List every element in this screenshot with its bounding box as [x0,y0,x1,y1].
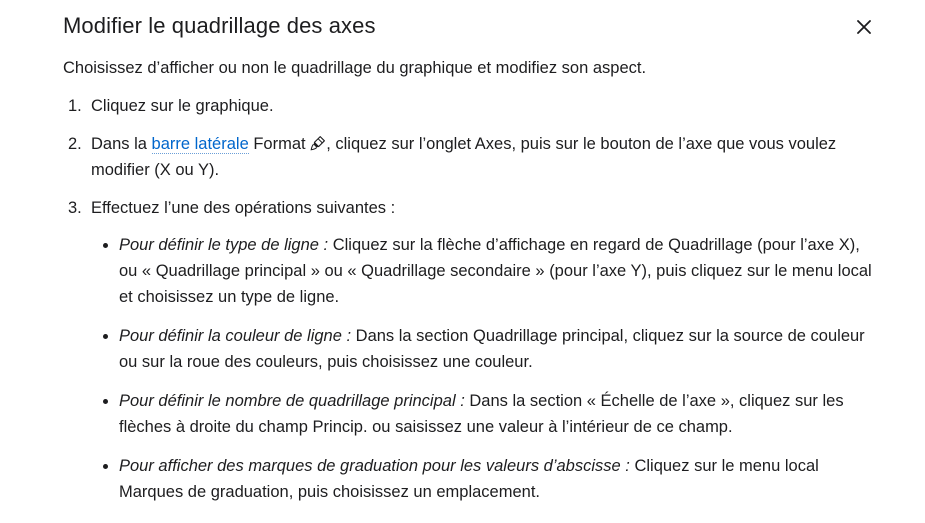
option-label: Pour définir la couleur de ligne : [119,327,352,345]
step-item [63,195,878,505]
list-item [91,232,878,310]
list-item [91,388,878,440]
list-item [91,323,878,375]
step-text: Effectuez l’une des opérations suivantes : [91,199,396,217]
bullet-icon [103,464,108,469]
step-item [63,131,878,183]
option-label: Pour afficher des marques de graduation pour les valeurs d’abscisse : [119,457,630,475]
options-list [91,232,878,505]
step-number: 2. [68,135,82,153]
step-text-before: Dans la [91,135,152,153]
step-text-middle: Format [248,135,311,153]
steps-list [63,93,878,518]
step-text: Cliquez sur le graphique. [91,97,274,115]
step-text-after: , cliquez sur l’onglet Axes, puis sur le bouton de l’axe que vous voulez modifier (X ou Y). [91,135,837,179]
intro-text: Choisissez d’afficher ou non le quadrillage du graphique et modifiez son aspect. [63,59,647,77]
step-item [63,93,878,119]
step-number: 3. [68,199,82,217]
option-text: Dans la section Quadrillage principal, cliquez sur la source de couleur ou sur la roue des couleurs, puis choisissez une couleur. [119,327,865,371]
list-item [91,453,878,505]
format-brush-icon [310,133,326,149]
sidebar-link[interactable]: barre latérale [151,135,249,153]
close-button[interactable] [852,15,876,39]
step-number: 1. [68,97,82,115]
option-text: Cliquez sur le menu local Marques de graduation, puis choisissez un emplacement. [119,457,819,501]
option-label: Pour définir le type de ligne : [119,236,329,254]
option-text: Dans la section « Échelle de l’axe », cliquez sur les flèches à droite du champ Princip. ou saisissez une valeur à l’intérieur de ce champ. [119,392,844,436]
page-title: Modifier le quadrillage des axes [63,13,376,38]
bullet-icon [103,334,108,339]
option-label: Pour définir le nombre de quadrillage principal : [119,392,465,410]
bullet-icon [103,243,108,248]
close-icon [857,20,871,34]
option-text: Cliquez sur la flèche d’affichage en regard de Quadrillage (pour l’axe X), ou « Quadrillage principal » ou « Quadrillage secondaire » (pour l’axe Y), puis cliquez sur le menu local et choisissez un type de ligne. [119,236,872,306]
bullet-icon [103,399,108,404]
